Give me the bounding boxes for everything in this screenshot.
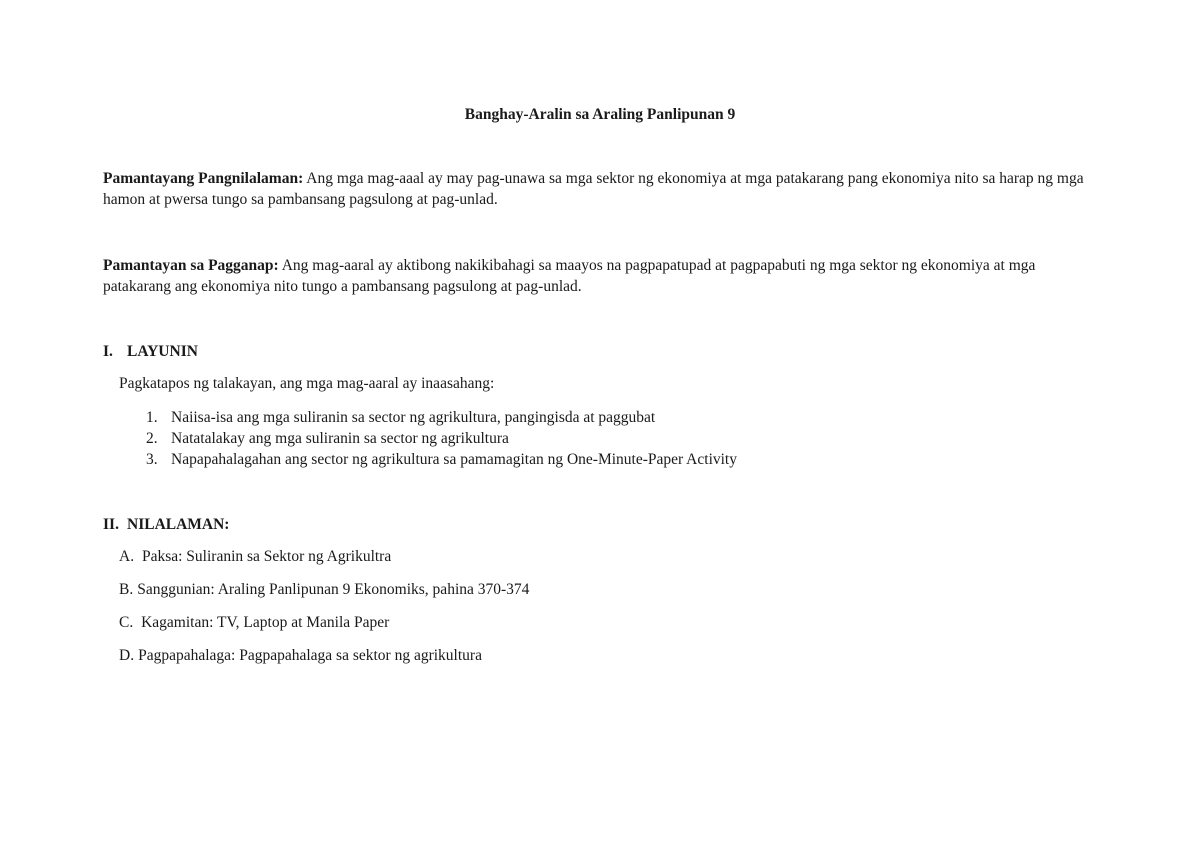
section-heading-layunin (103, 341, 198, 362)
list-item-letter: A. (119, 548, 135, 565)
list-item (119, 579, 529, 612)
list-item (119, 612, 529, 645)
content-standard-text: Ang mga mag-aaal ay may pag-unawa sa mga sektor ng ekonomiya at mga patakarang pang ekonomiya nito sa harap ng mga hamon at pwersa tungo sa pambansang pagsulong at pag-unlad. (103, 170, 1084, 208)
list-item (146, 449, 737, 470)
list-item-text: Napapahalagahan ang sector ng agrikultura sa pamamagitan ng One-Minute-Paper Activity (171, 451, 737, 468)
list-item (119, 546, 529, 579)
list-item-number: 3. (146, 451, 158, 468)
list-item (119, 645, 529, 678)
content-standard-label: Pamantayang Pangnilalaman: (103, 170, 304, 187)
performance-standard-text: Ang mag-aaral ay aktibong nakikibahagi sa maayos na pagpapatupad at pagpapabuti ng mga sektor ng ekonomiya at mga patakarang ang ekonomiya nito tungo a pambansang pagsulong at pag-unlad. (103, 257, 1036, 295)
section-number: I. (103, 343, 113, 360)
performance-standard-label: Pamantayan sa Pagganap: (103, 257, 279, 274)
list-item-text: Paksa: Suliranin sa Sektor ng Agrikultra (138, 548, 392, 565)
section-title: LAYUNIN (127, 343, 198, 360)
content-list (119, 546, 529, 678)
list-item-letter: B. (119, 581, 134, 598)
content-standard-paragraph (103, 168, 1103, 210)
objectives-intro: Pagkatapos ng talakayan, ang mga mag-aaral ay inaasahang: (119, 375, 495, 392)
section-number: II. (103, 516, 119, 533)
performance-standard-paragraph (103, 255, 1103, 297)
list-item-number: 1. (146, 409, 158, 426)
list-item-text: Natatalakay ang mga suliranin sa sector ng agrikultura (171, 430, 509, 447)
section-title: NILALAMAN: (127, 516, 230, 533)
list-item-letter: D. (119, 647, 135, 664)
list-item (146, 428, 737, 449)
list-item-number: 2. (146, 430, 158, 447)
list-item-text: Kagamitan: TV, Laptop at Manila Paper (137, 614, 390, 631)
document-title: Banghay-Aralin sa Araling Panlipunan 9 (464, 106, 736, 123)
objectives-list (146, 407, 737, 470)
list-item-text: Naiisa-isa ang mga suliranin sa sector ng agrikultura, pangingisda at paggubat (171, 409, 656, 426)
list-item (146, 407, 737, 428)
list-item-text: Pagpapahalaga: Pagpapahalaga sa sektor ng agrikultura (138, 647, 482, 664)
list-item-letter: C. (119, 614, 134, 631)
section-heading-nilalaman (103, 514, 229, 535)
list-item-text: Sanggunian: Araling Panlipunan 9 Ekonomiks, pahina 370-374 (137, 581, 530, 598)
